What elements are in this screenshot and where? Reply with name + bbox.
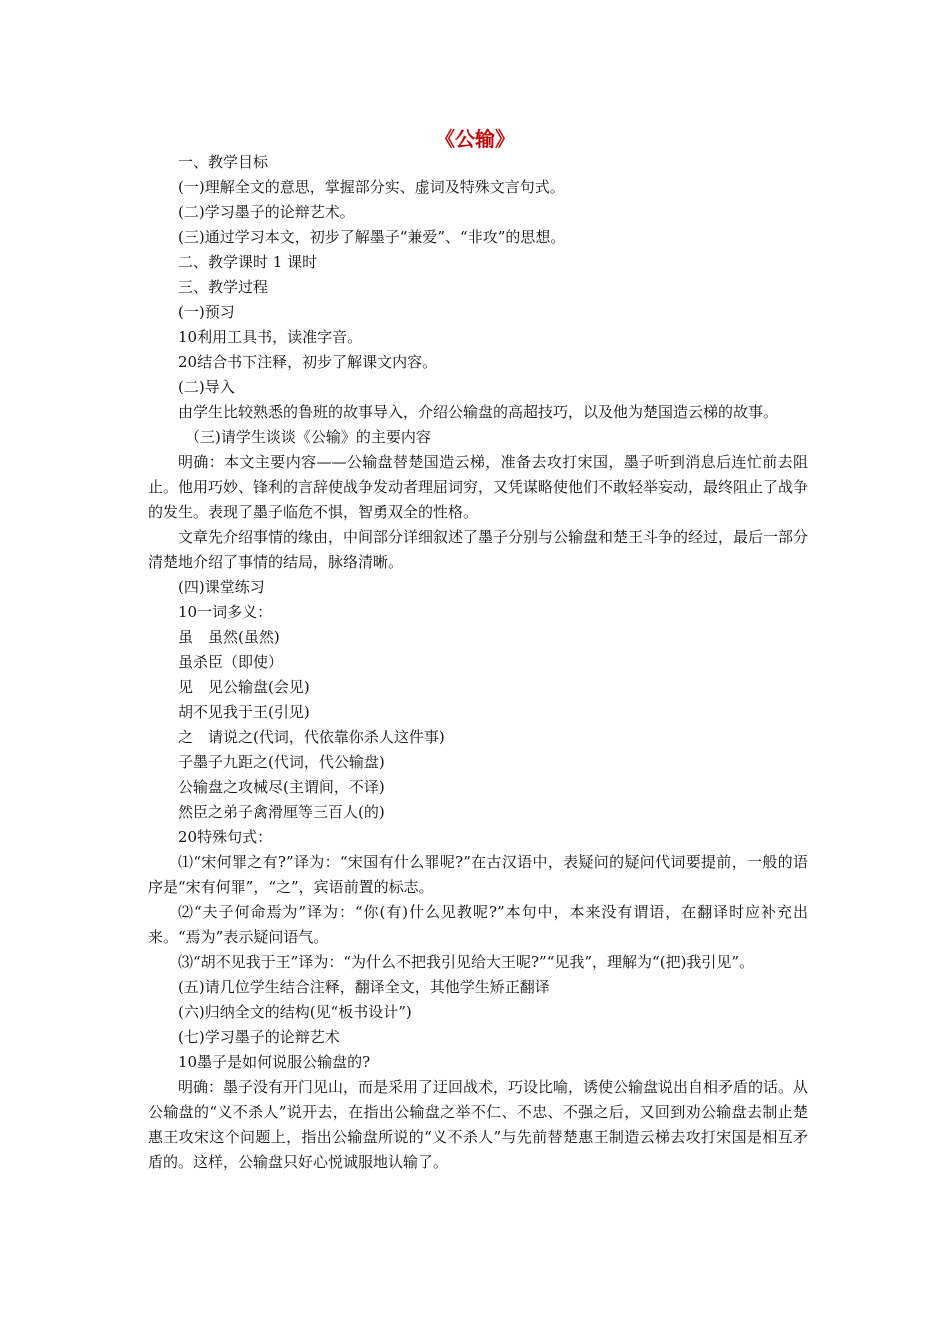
special-sentence-1: ⑴“宋何罪之有?”译为：“宋国有什么罪呢?”在古汉语中，表疑问的疑问代词要提前，一般的语序是“宋有何罪”，“之”，宾语前置的标志。 [148,853,808,896]
polysemy-item: 胡不见我于王(引见) [178,703,310,721]
special-sentences-heading: 20特殊句式： [178,828,273,846]
objective-2: (二)学习墨子的论辩艺术。 [178,203,355,221]
polysemy-item: 虽杀臣（即使） [178,653,284,671]
section-main-content: （三)请学生谈谈《公输》的主要内容 [185,428,431,446]
debate-answer: 明确：墨子没有开门见山，而是采用了迂回战术，巧设比喻，诱使公输盘说出自相矛盾的话。从公输盘的“义不杀人”说开去，在指出公输盘之举不仁、不忠、不强之后，又回到劝公输盘去制止楚惠王攻宋这个问题上，指出公输盘所说的“义不杀人”与先前替楚惠王制造云梯去攻打宋国是相互矛盾的。这样，公输盘只好心悦诚服地认输了。 [148,1078,809,1171]
heading-process: 三、教学过程 [178,278,269,296]
special-sentence-3: ⑶“胡不见我于王”译为：“为什么不把我引见给大王呢?”“见我”，理解为“(把)我引见”。 [178,953,755,971]
section-translation: (五)请几位学生结合注释，翻译全文，其他学生矫正翻译 [178,978,550,996]
heading-objectives: 一、教学目标 [178,153,269,171]
polysemy-item: 虽 虽然(虽然) [178,628,280,646]
section-debate-art: (七)学习墨子的论辩艺术 [178,1028,340,1046]
section-exercises: (四)课堂练习 [178,578,265,596]
main-content-answer: 明确：本文主要内容——公输盘替楚国造云梯，准备去攻打宋国，墨子听到消息后连忙前去阻止。他用巧妙、锋利的言辞使战争发动者理屈词穷，又凭谋略使他们不敢轻举妄动，最终阻止了战争的发生。表现了墨子临危不惧，智勇双全的性格。 [148,453,809,521]
section-intro: (二)导入 [178,378,235,396]
document-body [148,150,808,1175]
preview-item-1: 10利用工具书，读准字音。 [178,328,363,346]
section-preview: (一)预习 [178,303,235,321]
polysemy-item: 子墨子九距之(代词，代公输盘) [178,753,385,771]
heading-lesson-hours: 二、教学课时 1 课时 [178,253,318,271]
section-structure: (六)归纳全文的结构(见“板书设计”) [178,1003,412,1021]
polysemy-heading: 10一词多义： [178,603,273,621]
intro-text: 由学生比较熟悉的鲁班的故事导入，介绍公输盘的高超技巧，以及他为楚国造云梯的故事。 [178,403,779,421]
structure-summary: 文章先介绍事情的缘由，中间部分详细叙述了墨子分别与公输盘和楚王斗争的经过，最后一部分清楚地介绍了事情的结局，脉络清晰。 [148,528,809,571]
debate-question: 10墨子是如何说服公输盘的? [178,1053,371,1071]
special-sentence-2: ⑵“夫子何命焉为”译为：“你(有)什么见教呢?”本句中，本来没有谓语，在翻译时应补充出来。“焉为”表示疑问语气。 [148,903,808,946]
polysemy-item: 公输盘之攻械尽(主谓间，不译) [178,778,385,796]
polysemy-item: 之 请说之(代词，代依靠你杀人这件事) [178,728,445,746]
objective-3: (三)通过学习本文，初步了解墨子“兼爱”、“非攻”的思想。 [178,228,566,246]
objective-1: (一)理解全文的意思，掌握部分实、虚词及特殊文言句式。 [178,178,565,196]
polysemy-item: 见 见公输盘(会见) [178,678,310,696]
document-title: 《公输》 [435,127,515,151]
preview-item-2: 20结合书下注释，初步了解课文内容。 [178,353,438,371]
polysemy-item: 然臣之弟子禽滑厘等三百人(的) [178,803,385,821]
